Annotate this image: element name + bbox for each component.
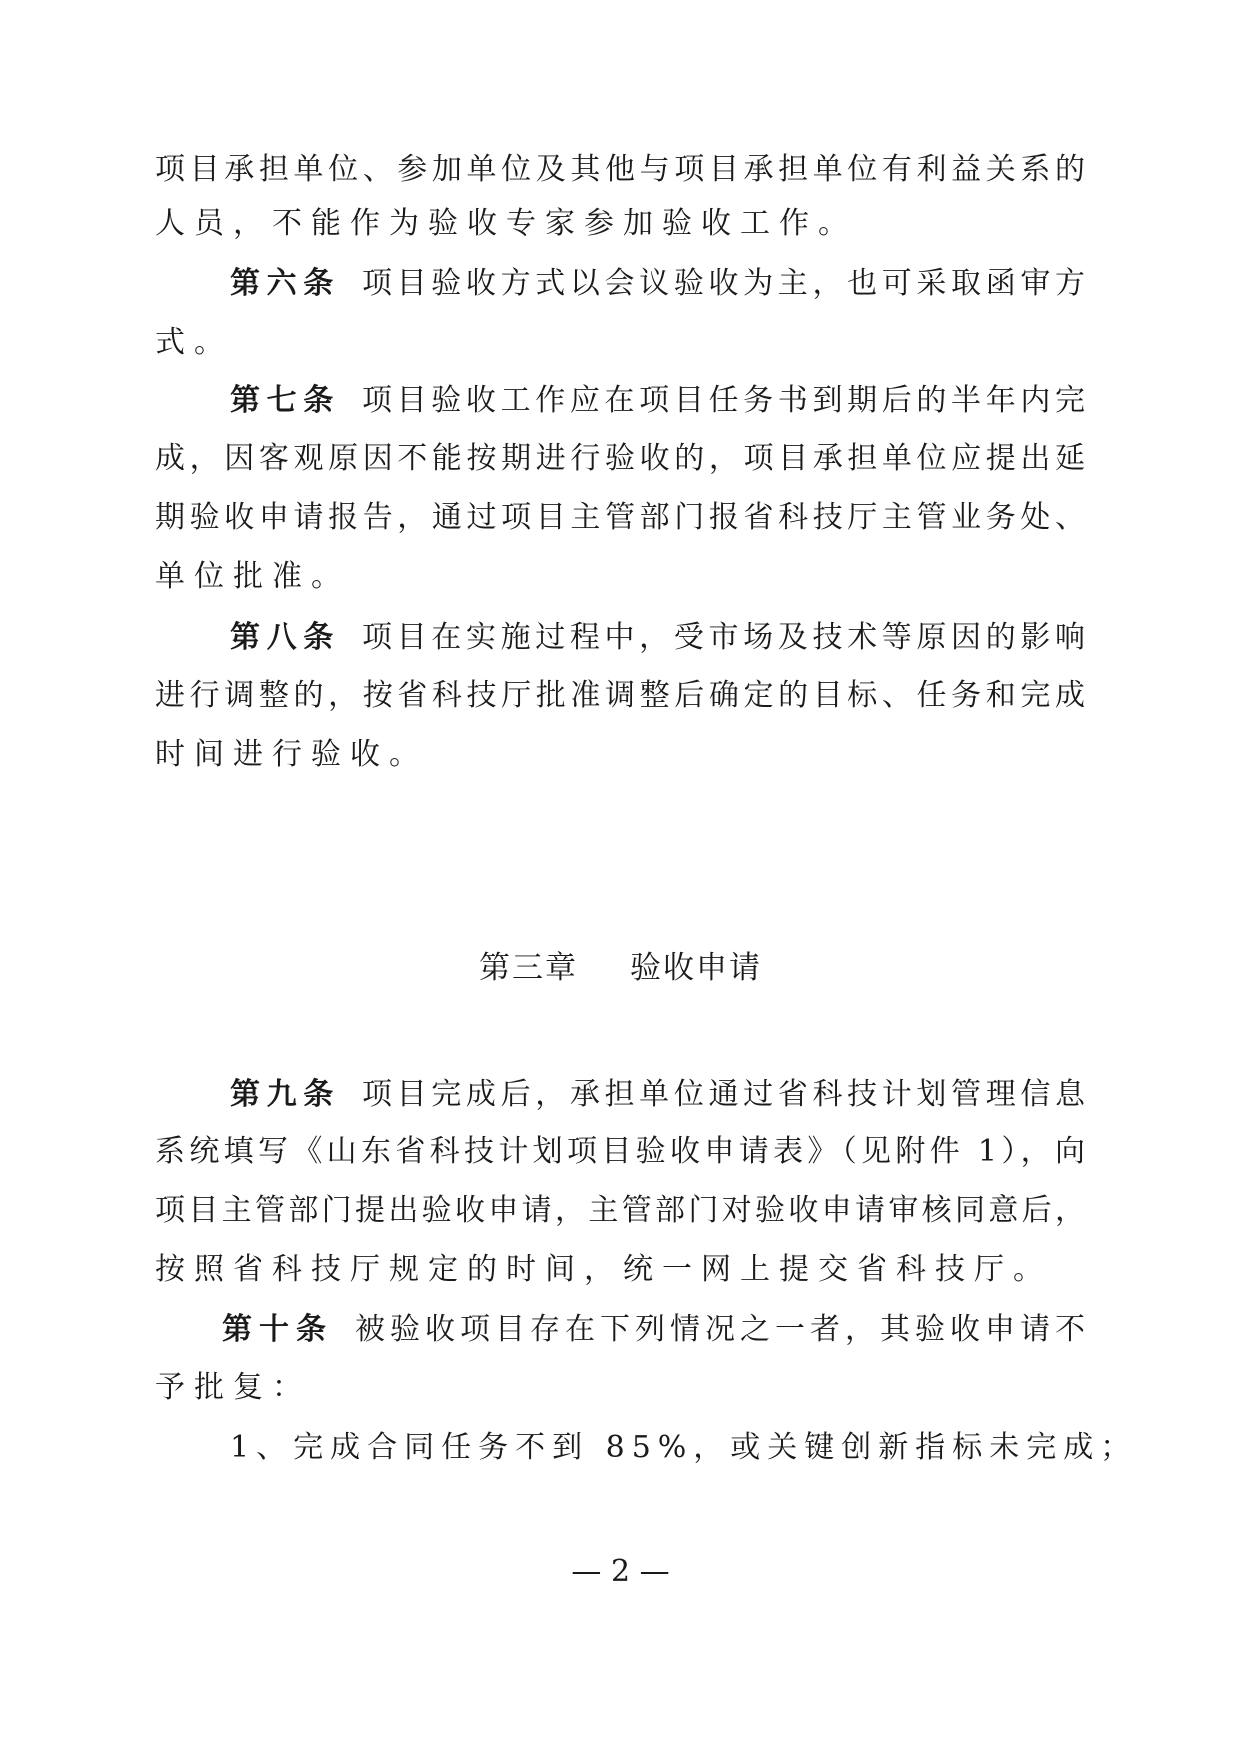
text-line: 项目主管部门提出验收申请，主管部门对验收申请审核同意后， xyxy=(155,1193,1085,1228)
article-text: 项目验收工作应在项目任务书到期后的半年内完 xyxy=(361,383,1086,418)
chapter-number: 第三章 xyxy=(479,950,578,986)
article-heading: 第六条 xyxy=(230,266,340,301)
chapter-title: 验收申请 xyxy=(630,950,762,986)
article-10 xyxy=(222,1310,1085,1350)
text-line: 单位批准。 xyxy=(155,559,350,594)
text-line: 按照省科技厅规定的时间，统一网上提交省科技厅。 xyxy=(155,1252,1052,1287)
article-heading: 第十条 xyxy=(222,1312,333,1347)
article-6 xyxy=(230,264,1085,304)
article-heading: 第九条 xyxy=(230,1077,340,1112)
page-number: — 2 — xyxy=(571,1554,670,1589)
article-text: 项目在实施过程中，受市场及技术等原因的影响 xyxy=(361,620,1086,655)
list-item: 1、完成合同任务不到 85%，或关键创新指标未完成； xyxy=(230,1430,1138,1465)
article-heading: 第八条 xyxy=(230,620,340,655)
article-7 xyxy=(230,381,1085,421)
text-line: 予批复： xyxy=(155,1370,311,1405)
text-line: 期验收申请报告，通过项目主管部门报省科技厅主管业务处、 xyxy=(155,500,1085,535)
text-line: 项目承担单位、参加单位及其他与项目承担单位有利益关系的 xyxy=(155,152,1085,187)
article-heading: 第七条 xyxy=(230,383,340,418)
text-line: 人员，不能作为验收专家参加验收工作。 xyxy=(155,206,857,241)
text-line: 系统填写《山东省科技计划项目验收申请表》（见附件 1），向 xyxy=(155,1134,1085,1169)
article-text: 项目验收方式以会议验收为主，也可采取函审方 xyxy=(361,266,1086,301)
article-9 xyxy=(230,1075,1085,1115)
article-text: 被验收项目存在下列情况之一者，其验收申请不 xyxy=(355,1312,1085,1347)
text-line: 式。 xyxy=(155,325,233,360)
article-8 xyxy=(230,618,1085,658)
chapter-heading xyxy=(0,948,1241,988)
text-line: 时间进行验收。 xyxy=(155,737,428,772)
text-line: 成，因客观原因不能按期进行验收的，项目承担单位应提出延 xyxy=(155,441,1085,476)
text-line: 进行调整的，按省科技厅批准调整后确定的目标、任务和完成 xyxy=(155,678,1085,713)
article-text: 项目完成后，承担单位通过省科技计划管理信息 xyxy=(361,1077,1086,1112)
